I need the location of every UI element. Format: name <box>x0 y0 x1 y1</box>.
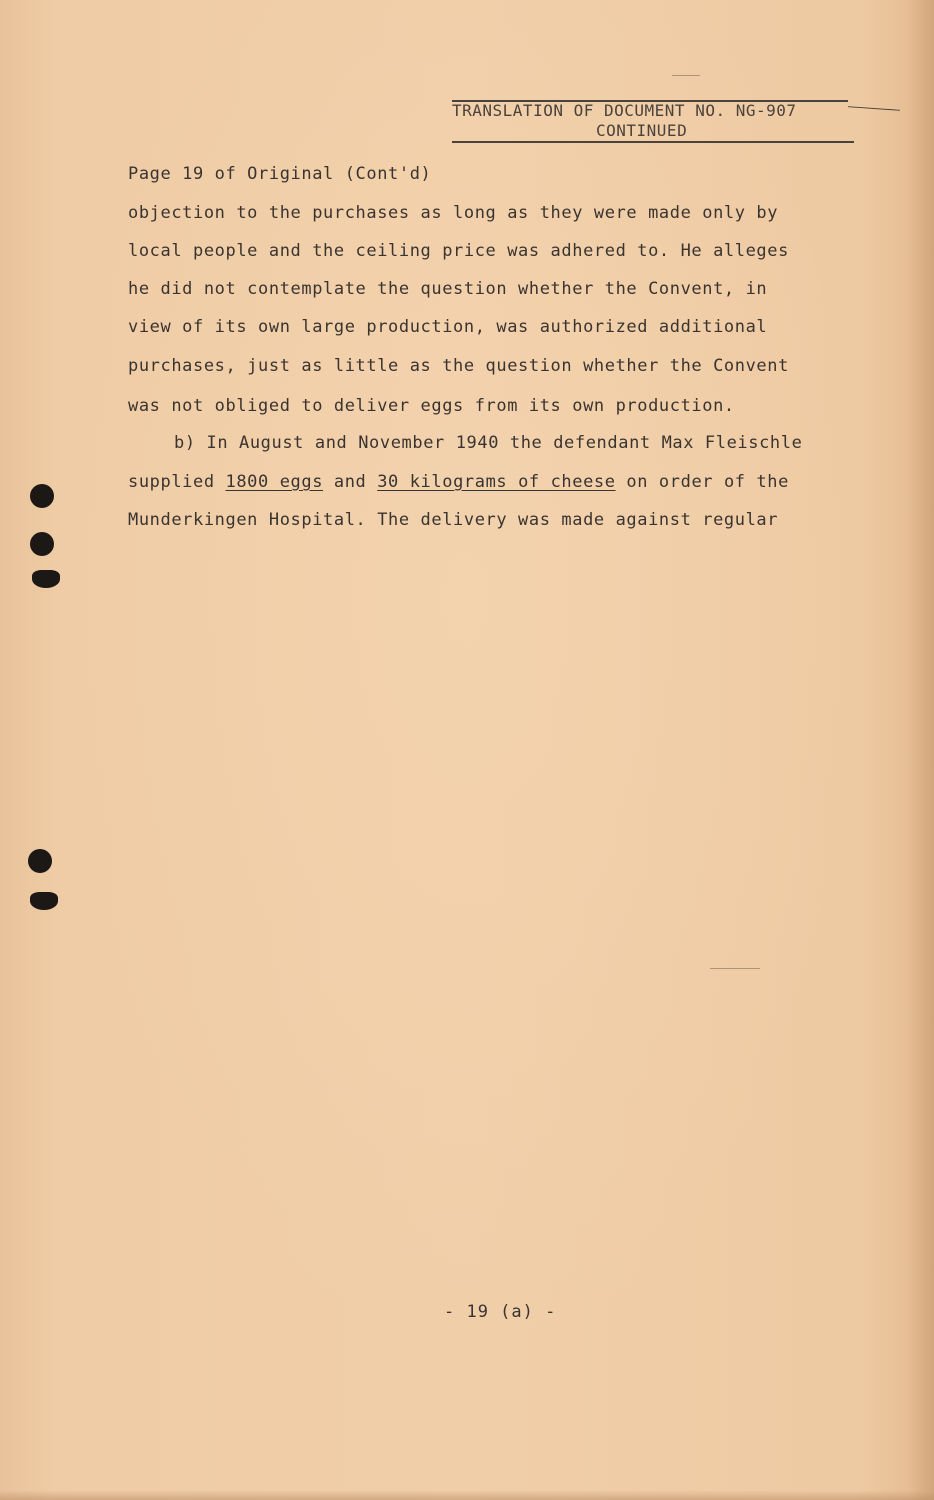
punch-hole <box>32 570 60 588</box>
paper-edge-shadow <box>908 0 934 1500</box>
underlined-quantity-cheese: 30 kilograms of cheese <box>377 472 616 492</box>
text-run: and <box>323 472 378 492</box>
body-line: purchases, just as little as the question whether the Convent <box>128 356 789 376</box>
body-line: local people and the ceiling price was adhered to. He alleges <box>128 241 789 261</box>
page-reference: Page 19 of Original (Cont'd) <box>128 164 432 184</box>
underlined-quantity-eggs: 1800 eggs <box>225 472 324 492</box>
body-line: view of its own large production, was authorized additional <box>128 317 768 337</box>
text-run: on order of the <box>615 472 789 492</box>
header-overline-tail <box>848 106 900 111</box>
page-number: - 19 (a) - <box>444 1302 557 1322</box>
body-line: Munderkingen Hospital. The delivery was made against regular <box>128 510 779 530</box>
body-line: objection to the purchases as long as they were made only by <box>128 203 779 223</box>
stray-mark <box>710 968 760 969</box>
body-line: was not obliged to deliver eggs from its own production. <box>128 396 735 416</box>
body-line: b) In August and November 1940 the defendant Max Fleischle <box>174 433 803 453</box>
paper-bottom-edge <box>0 1490 934 1500</box>
punch-hole <box>30 892 58 910</box>
punch-hole <box>30 484 54 508</box>
document-subtitle: CONTINUED <box>596 121 688 140</box>
body-line: he did not contemplate the question whether the Convent, in <box>128 279 768 299</box>
document-title: TRANSLATION OF DOCUMENT NO. NG-907 <box>452 101 797 120</box>
text-run: supplied <box>128 472 226 492</box>
header-overline <box>452 100 848 102</box>
stray-mark <box>672 75 700 76</box>
header-underline <box>452 141 854 143</box>
punch-hole <box>30 532 54 556</box>
punch-hole <box>28 849 52 873</box>
body-line <box>128 472 789 492</box>
